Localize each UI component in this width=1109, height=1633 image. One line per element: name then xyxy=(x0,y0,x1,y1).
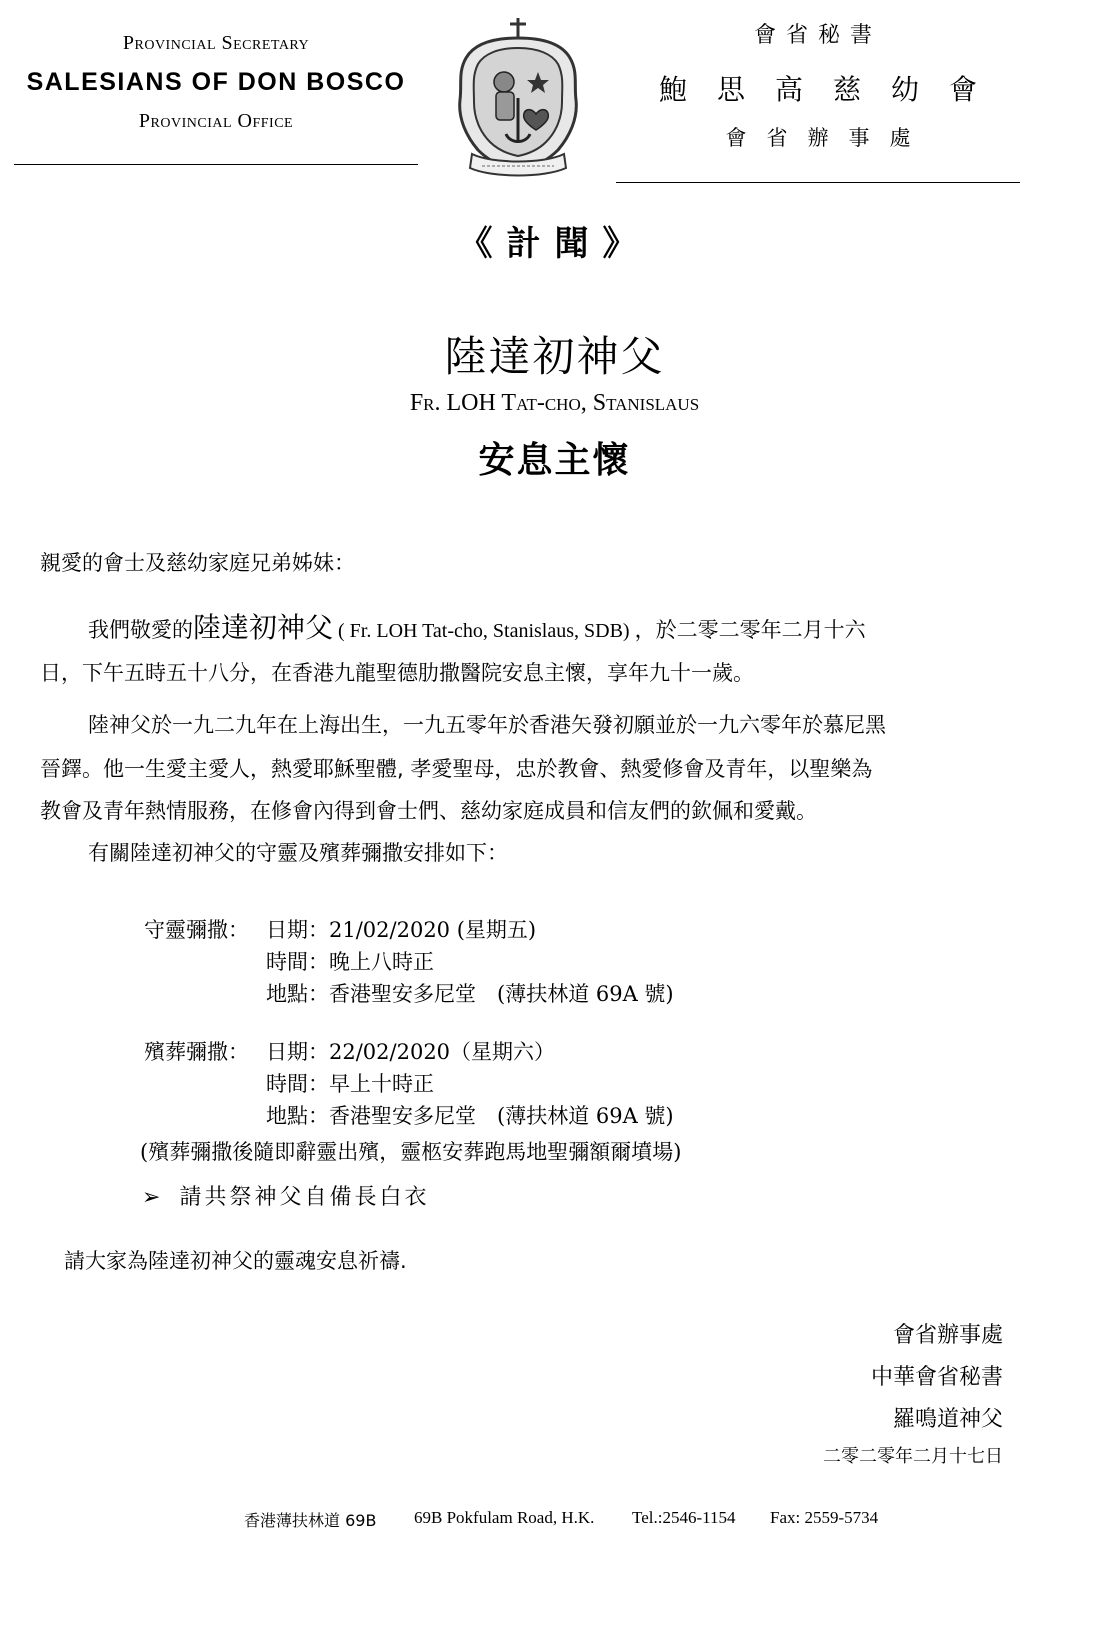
concelebrant-note-text: 請共祭神父自備長白衣 xyxy=(179,1185,430,1210)
signature-office: 會省辦事處 xyxy=(892,1323,1003,1348)
header-right-office: 會省辦事處 xyxy=(725,126,931,150)
bullet-arrow-icon: ➢ xyxy=(142,1185,161,1210)
concelebrant-note xyxy=(142,1180,429,1211)
deceased-name-en: Fr. LOH Tat-cho, Stanislaus xyxy=(409,390,700,416)
signature-name: 羅鳴道神父 xyxy=(892,1407,1003,1432)
paragraph-1-line-2: 日，下午五時五十八分，在香港九龍聖德肋撒醫院安息主懷，享年九十一歲。 xyxy=(40,661,754,685)
paragraph-2-line-2: 晉鐸。他一生愛主愛人，熱愛耶穌聖體, 孝愛聖母，忠於教會、熱愛修會及青年，以聖樂為 xyxy=(40,757,873,781)
header-right-title: 會省秘書 xyxy=(753,23,882,48)
notice-title: 《計聞》 xyxy=(458,224,651,264)
header-left-rule xyxy=(14,164,418,165)
para1-rest: ，於二零二零年二月十六 xyxy=(634,618,866,642)
paragraph-2-line-1: 陸神父於一九二九年在上海出生，一九五零年於香港矢發初願並於一九六零年於慕尼黑 xyxy=(88,713,886,737)
funeral-mass-time: 時間：早上十時正 xyxy=(266,1072,434,1096)
funeral-mass-label: 殯葬彌撒： xyxy=(144,1040,249,1064)
footer-fax: Fax: 2559-5734 xyxy=(770,1508,879,1527)
rest-in-peace-heading: 安息主懷 xyxy=(478,440,631,481)
vigil-mass-date: 日期：21/02/2020 (星期五) xyxy=(266,918,537,942)
header-right-org: 鮑思高慈幼會 xyxy=(658,73,1007,106)
footer-address-zh: 香港薄扶林道 69B xyxy=(244,1511,377,1530)
deceased-name-zh: 陸達初神父 xyxy=(444,332,665,381)
prayer-request: 請大家為陸達初神父的靈魂安息祈禱. xyxy=(64,1249,407,1273)
header-left-office: Provincial Office xyxy=(138,110,294,132)
salesian-crest-logo xyxy=(452,14,584,184)
salutation: 親愛的會士及慈幼家庭兄弟姊妹： xyxy=(40,551,355,575)
paragraph-2-line-3: 教會及青年熱情服務，在修會內得到會士們、慈幼家庭成員和信友們的欽佩和愛戴。 xyxy=(40,799,817,823)
para1-en-name: ( Fr. LOH Tat-cho, Stanislaus, SDB) xyxy=(333,620,635,642)
funeral-burial-note: (殯葬彌撒後隨即辭靈出殯，靈柩安葬跑馬地聖彌額爾墳場) xyxy=(140,1140,682,1164)
footer-address-en: 69B Pokfulam Road, H.K. xyxy=(414,1508,595,1527)
funeral-mass-place: 地點：香港聖安多尼堂 (薄扶林道 69A 號) xyxy=(266,1104,674,1128)
signature-title: 中華會省秘書 xyxy=(870,1365,1003,1390)
header-right-rule xyxy=(616,182,1020,183)
signature-date: 二零二零年二月十七日 xyxy=(823,1446,1003,1467)
footer-telephone: Tel.:2546-1154 xyxy=(632,1508,736,1527)
paragraph-1-line-1 xyxy=(88,610,866,646)
para1-lead: 我們敬愛的 xyxy=(88,618,193,642)
funeral-mass-date: 日期：22/02/2020（星期六） xyxy=(266,1040,556,1064)
vigil-mass-label: 守靈彌撒： xyxy=(144,918,249,942)
vigil-mass-place: 地點：香港聖安多尼堂 (薄扶林道 69A 號) xyxy=(266,982,674,1006)
vigil-mass-time: 時間：晚上八時正 xyxy=(266,950,434,974)
paragraph-3: 有關陸達初神父的守靈及殯葬彌撒安排如下： xyxy=(88,841,508,865)
para1-name: 陸達初神父 xyxy=(193,611,334,644)
header-left-org: SALESIANS OF DON BOSCO xyxy=(26,68,406,96)
header-left-title: Provincial Secretary xyxy=(122,32,310,54)
